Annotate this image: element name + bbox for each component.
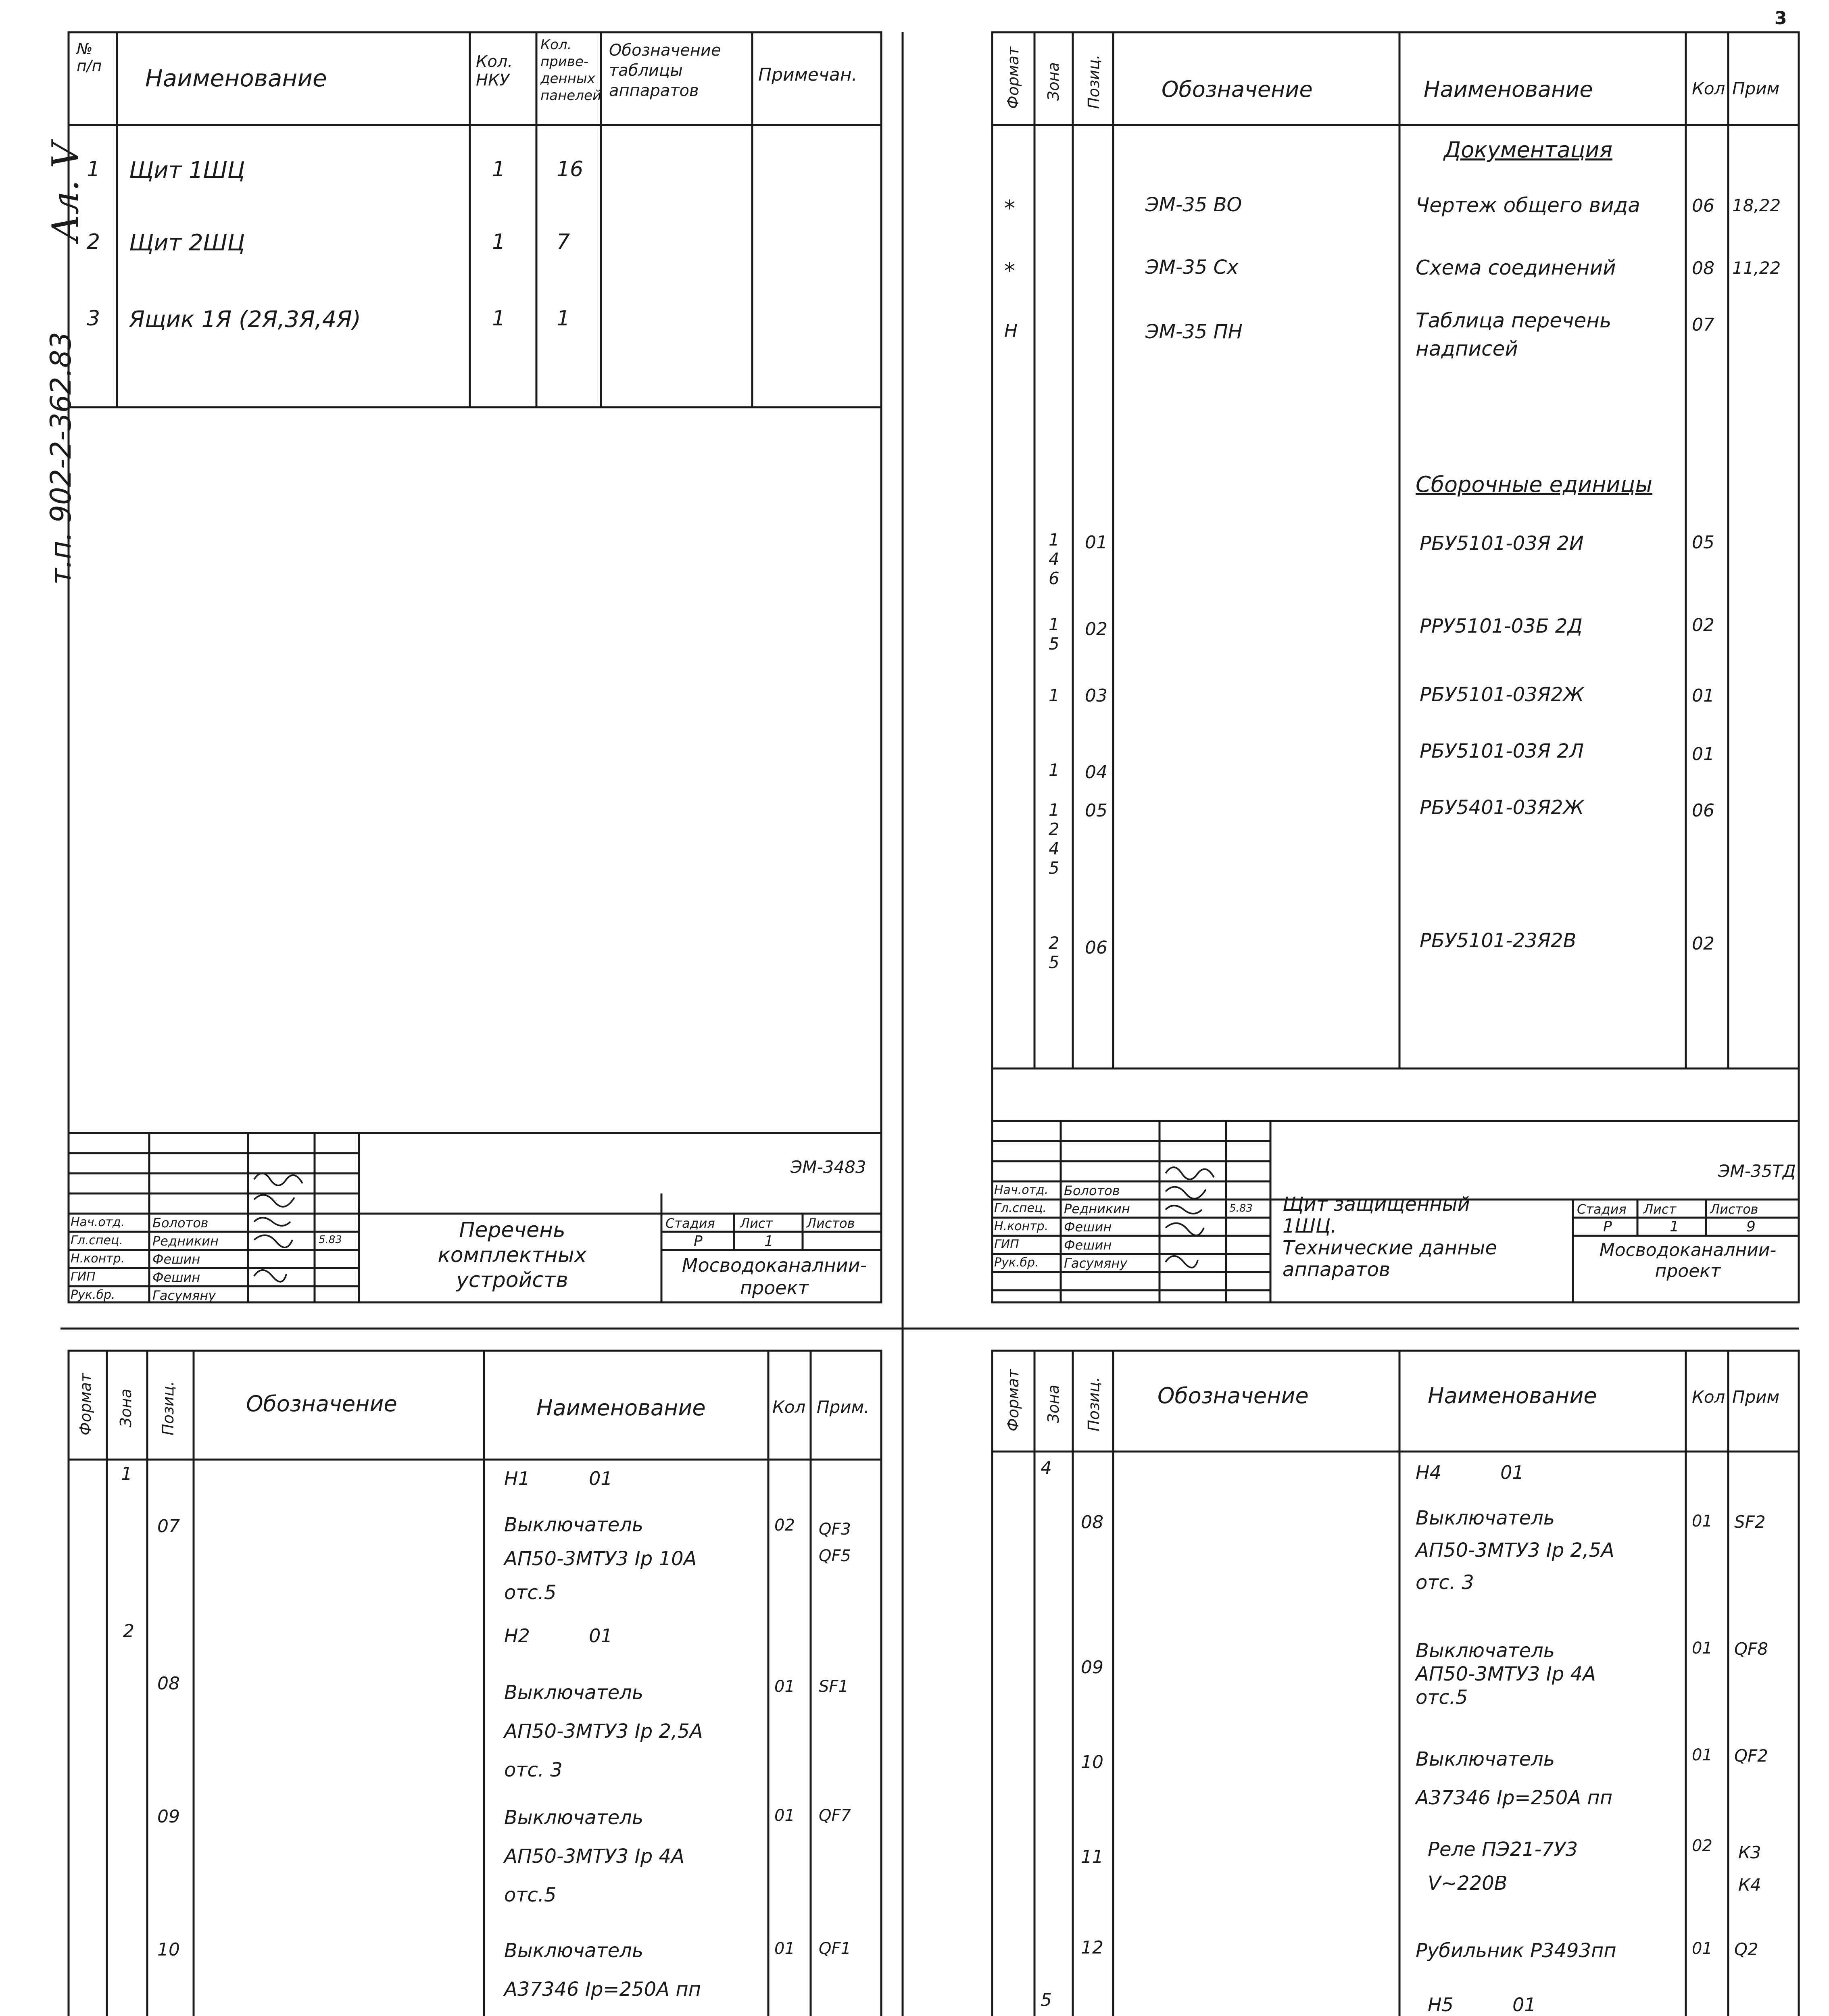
header-designation: Обозначение <box>1162 77 1313 102</box>
page-number: 3 <box>1775 8 1787 29</box>
header-format: Формат <box>1004 46 1022 109</box>
header-format: Формат <box>77 1373 94 1435</box>
header-name: Наименование <box>1428 1383 1597 1408</box>
organization: Мосводоканалнии- проект <box>682 1254 867 1299</box>
header-pos: Позиц. <box>159 1381 177 1435</box>
header-zone: Зона <box>117 1389 135 1427</box>
header-designation: Обозначение <box>1157 1383 1309 1408</box>
header-format: Формат <box>1004 1369 1022 1431</box>
header-designation: Обозначение <box>246 1391 397 1416</box>
header-qty-panels: Кол. приве- денных панелей <box>540 37 601 104</box>
document-title: Щит защищенный 1ШЦ. Технические данные аппаратов <box>1283 1193 1497 1281</box>
section-assembly-units: Сборочные единицы <box>1416 472 1653 497</box>
header-qty: Кол <box>772 1397 806 1417</box>
header-name: Наименование <box>1424 77 1593 102</box>
document-code: ЭМ-35ТД <box>1718 1161 1796 1181</box>
header-name: Наименование <box>145 65 327 92</box>
album-label: Ал. V <box>44 142 87 242</box>
project-code-label: т.п. 902-2-362.83 <box>44 332 77 585</box>
header-pos: Позиц. <box>1085 54 1103 109</box>
header-num: № п/п <box>77 40 102 75</box>
document-code: ЭМ-3483 <box>790 1157 866 1177</box>
header-zone: Зона <box>1045 62 1062 101</box>
header-note: Прим <box>1732 1387 1780 1407</box>
header-zone: Зона <box>1045 1385 1062 1423</box>
header-note: Примечан. <box>758 65 857 85</box>
header-note: Прим <box>1732 79 1780 98</box>
document-title: Перечень комплектных устройств <box>438 1218 587 1292</box>
section-documentation: Документация <box>1444 137 1612 162</box>
organization: Мосводоканалнии- проект <box>1599 1240 1777 1281</box>
header-qty-nku: Кол. НКУ <box>476 52 513 90</box>
header-note: Прим. <box>817 1397 870 1417</box>
header-pos: Позиц. <box>1085 1377 1103 1431</box>
header-designation: Обозначение таблицы аппаратов <box>609 41 721 100</box>
header-qty: Кол <box>1692 1387 1725 1407</box>
header-qty: Кол <box>1692 79 1725 98</box>
header-name: Наименование <box>536 1395 706 1420</box>
